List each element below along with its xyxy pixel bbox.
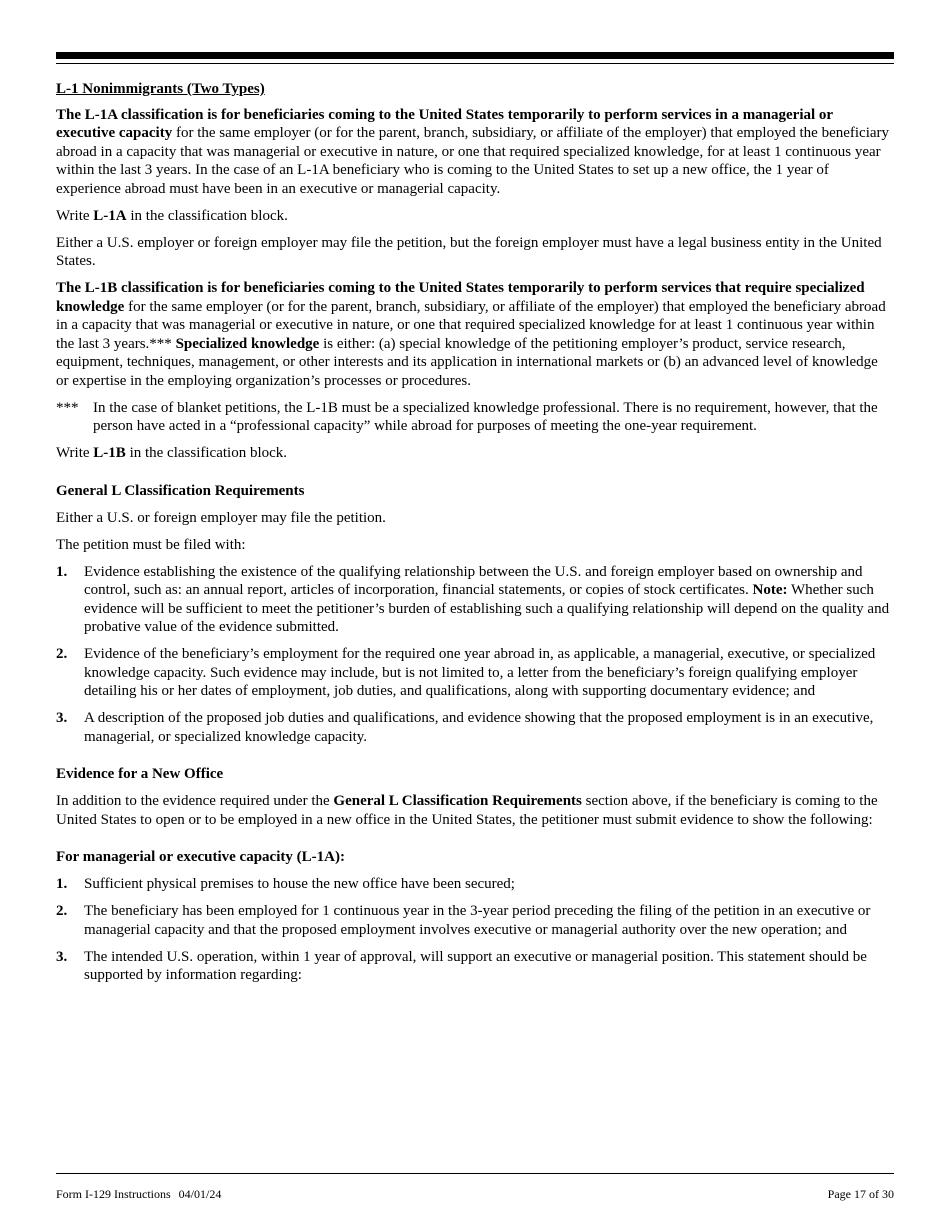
l1b-write-instruction xyxy=(56,444,894,463)
footer-form-name: Form I-129 Instructions xyxy=(56,1187,171,1201)
general-p1: Either a U.S. or foreign employer may file the petition. xyxy=(56,509,386,526)
l1a-paragraph xyxy=(56,106,894,199)
new-office-pre: In addition to the evidence required under the xyxy=(56,793,334,809)
list-number: 2. xyxy=(56,646,68,662)
note-label: Note: xyxy=(752,582,788,598)
l1a-write-post: in the classification block. xyxy=(126,207,288,224)
managerial-heading: For managerial or executive capacity (L-1A): xyxy=(56,849,345,865)
page-number: Page 17 of 30 xyxy=(827,1187,894,1201)
list-number: 2. xyxy=(56,903,68,919)
footnote-text: In the case of blanket petitions, the L-1B must be a specialized knowledge professional. There is no requirement, however, that the person have acted in a “professional capacity” while abroad for purposes of meeting the one-year requirement. xyxy=(93,399,878,434)
list-item xyxy=(56,645,894,701)
list-number: 3. xyxy=(56,710,68,726)
page-content xyxy=(56,80,894,993)
footer-form-info xyxy=(56,1185,221,1204)
header-thin-rule xyxy=(56,63,894,64)
header-thick-rule xyxy=(56,52,894,59)
list-item-text: Evidence establishing the existence of the qualifying relationship between the U.S. and foreign employer based on ownership and control, such as: an annual report, articles of incorporation, financial statements, or copies of stock certificates. xyxy=(84,563,863,598)
new-office-post: section above, if the beneficiary is coming to the United States to open or to be employed in a new office in the United States, the petitioner must submit evidence to show the following: xyxy=(56,793,878,828)
l1a-write-instruction xyxy=(56,207,894,226)
new-office-paragraph xyxy=(56,792,894,829)
list-number: 1. xyxy=(56,563,68,580)
list-item xyxy=(56,875,894,894)
l1b-paragraph xyxy=(56,279,894,390)
section-title: L-1 Nonimmigrants (Two Types) xyxy=(56,81,265,97)
footer-form-date: 04/01/24 xyxy=(178,1187,222,1201)
l1b-body: for the same employer (or for the parent, branch, subsidiary, or affiliate of the employer) that employed the beneficiary abroad in a capacity that was managerial or executive in nature, or one that required specialized knowledge for at least 1 continuous year within the last 3 years.*** xyxy=(56,298,886,352)
list-item xyxy=(56,563,894,637)
new-office-heading: Evidence for a New Office xyxy=(56,766,224,782)
l1b-write-pre: Write xyxy=(56,445,94,461)
footnote-mark: *** xyxy=(56,399,79,416)
new-office-reference: General L Classification Requirements xyxy=(333,793,582,809)
either-employer-paragraph: Either a U.S. employer or foreign employer may file the petition, but the foreign employer must have a legal business entity in the United States. xyxy=(56,234,882,269)
list-item xyxy=(56,709,894,746)
general-p2: The petition must be filed with: xyxy=(56,536,246,553)
list-item xyxy=(56,948,894,985)
general-requirements-heading: General L Classification Requirements xyxy=(56,482,305,499)
l1a-write-pre: Write xyxy=(56,207,94,224)
l1b-write-post: in the classification block. xyxy=(125,445,288,461)
l1b-code: L-1B xyxy=(93,445,126,461)
list-item-text: Sufficient physical premises to house the new office have been secured; xyxy=(84,876,515,892)
l1a-lead: The L-1A classification is for beneficiaries coming to the United States temporarily to perform services in a managerial or executive capacity xyxy=(56,106,833,141)
list-item-text: A description of the proposed job duties and qualifications, and evidence showing that the proposed employment is in an executive, managerial, or specialized knowledge capacity. xyxy=(84,710,874,745)
list-item xyxy=(56,902,894,939)
l1b-footnote xyxy=(56,399,894,436)
list-item-text: The beneficiary has been employed for 1 continuous year in the 3-year period preceding the filing of the petition in an executive or managerial capacity and that the proposed employment involves executive or managerial authority over the new operation; and xyxy=(84,903,871,938)
list-number: 1. xyxy=(56,876,68,892)
specialized-knowledge-definition: is either: (a) special knowledge of the petitioning employer’s product, service research, equipment, techniques, management, or other interests and its application in international markets or (b) an advanced level of knowledge or expertise in the employing organization’s processes or procedures. xyxy=(56,335,878,389)
l1a-body: for the same employer (or for the parent, branch, subsidiary, or affiliate of the employer) that employed the beneficiary abroad in a capacity that was managerial or executive in nature, or one that required specialized knowledge, for at least 1 continuous year within the last 3 years. In the case of an L-1A beneficiary who is coming to the United States to set up a new office, the 1 year of experience abroad must have been in an executive or managerial capacity. xyxy=(56,125,890,197)
specialized-knowledge-term: Specialized knowledge xyxy=(175,335,320,352)
list-number: 3. xyxy=(56,948,68,965)
list-item-text: Evidence of the beneficiary’s employment for the required one year abroad in, as applicable, a managerial, executive, or specialized knowledge capacity. Such evidence may include, but is not limited to, a letter from the beneficiary’s foreign qualifying employer detailing his or her dates of employment, job duties, and qualifications, along with supporting documentary evidence; and xyxy=(84,646,876,699)
l1a-code: L-1A xyxy=(93,207,127,224)
footer-rule xyxy=(56,1173,894,1174)
l1b-lead: The L-1B classification is for beneficiaries coming to the United States temporarily to perform services that require specialized knowledge xyxy=(56,280,865,315)
list-item-text: The intended U.S. operation, within 1 year of approval, will support an executive or managerial position. This statement should be supported by information regarding: xyxy=(84,948,867,983)
list-item-text-continued: Whether such evidence will be sufficient to meet the petitioner’s burden of establishing such a qualifying relationship will depend on the quality and probative value of the evidence submitted. xyxy=(84,582,890,635)
